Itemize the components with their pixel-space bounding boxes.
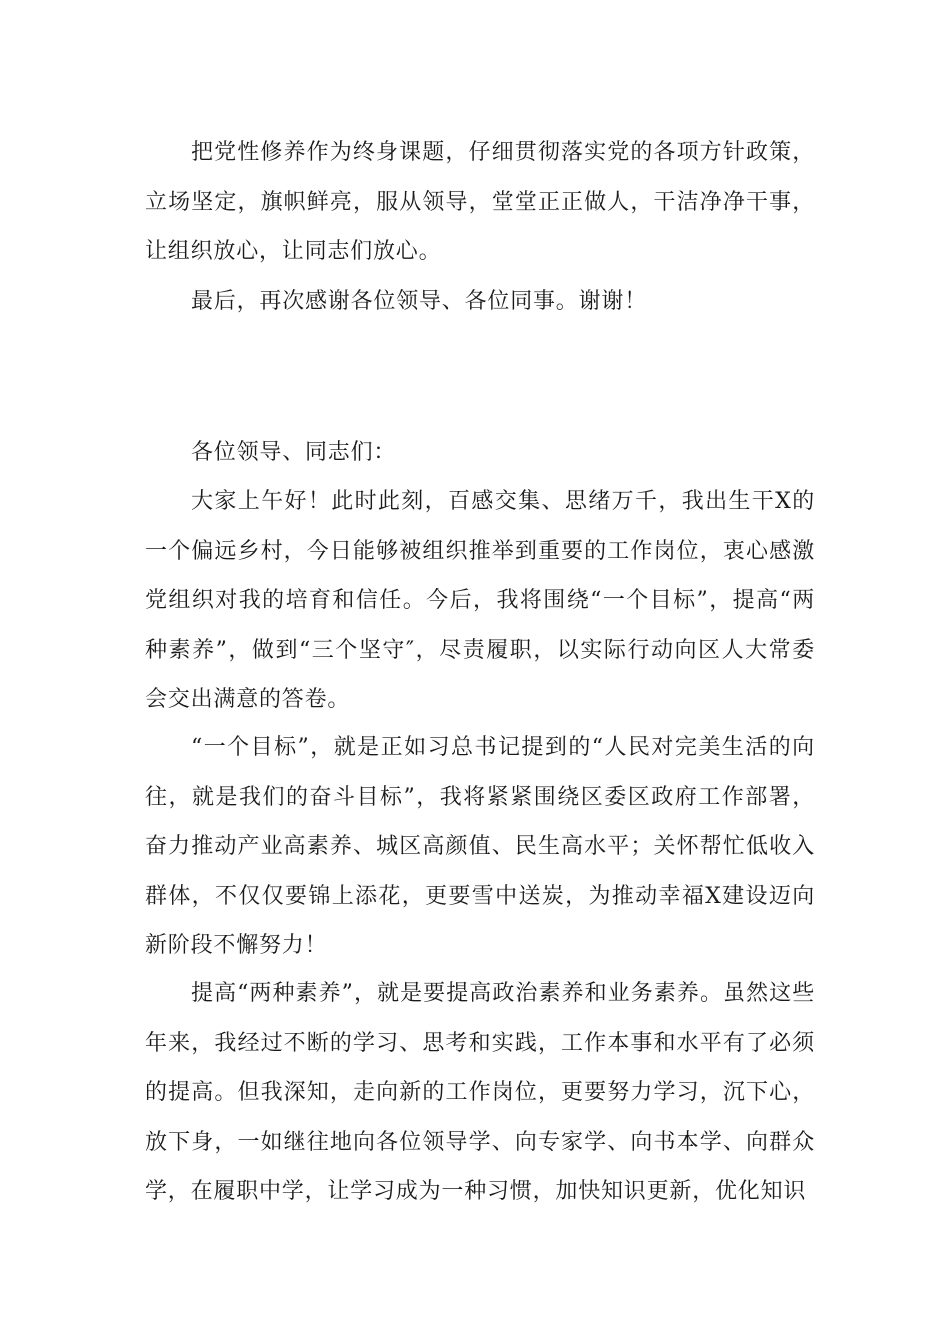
- paragraph-salutation: 各位领导、同志们：: [191, 440, 397, 465]
- paragraph-one-goal: “一个目标”，就是正如习总书记提到的“人民对完美生活的向往，就是我们的奋斗目标”，我将紧紧围绕区委区政府工作部署，奋力推动产业高素养、城区高颜值、民生高水平；关怀帮忙低收入群体，不仅仅要锦上添花，更要雪中送炭，为推动幸福X建设迈向新阶段不懈努力！: [145, 735, 815, 958]
- paragraph-closing-thanks: 最后，再次感谢各位领导、各位同事。谢谢！: [191, 289, 648, 314]
- paragraph-two-qualities: 提高“两种素养”，就是要提高政治素养和业务素养。虽然这些年来，我经过不断的学习、思考和实践，工作本事和水平有了必须的提高。但我深知，走向新的工作岗位，更要努力学习，沉下心，放下身，一如继往地向各位领导学、向专家学、向书本学、向群众学，在履职中学，让学习成为一种习惯，加快知识更新，优化知识: [145, 981, 815, 1204]
- paragraph-party-cultivation: 把党性修养作为终身课题，仔细贯彻落实党的各项方针政策，立场坚定，旗帜鲜亮，服从领导，堂堂正正做人，干洁净净干事，让组织放心，让同志们放心。: [145, 140, 815, 264]
- paragraph-opening-remarks: 大家上午好！此时此刻，百感交集、思绪万千，我出生干X的一个偏远乡村，今日能够被组织推举到重要的工作岗位，衷心感激党组织对我的培育和信任。今后，我将围绕“一个目标”，提高“两种素养”，做到“三个坚守″，尽责履职，以实际行动向区人大常委会交出满意的答卷。: [145, 489, 815, 712]
